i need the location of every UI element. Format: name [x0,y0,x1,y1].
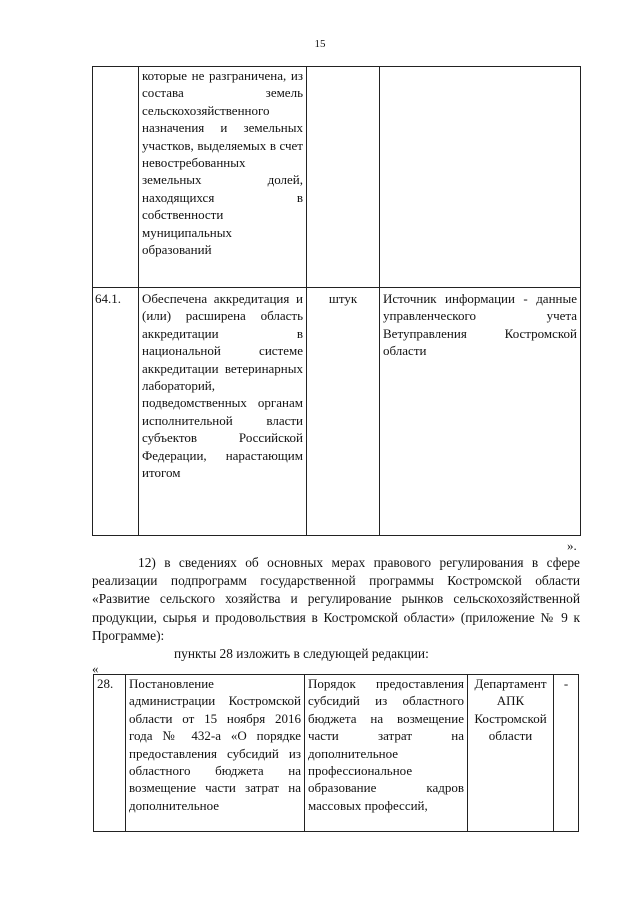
opening-quote: « [92,661,99,676]
executor-cell: Департамент АПК Костромской области [468,675,554,832]
row-number: 28. [94,675,126,832]
indicators-table [92,66,581,536]
indicator-description: которые не разграничена, из состава земель сельскохозяйственного назначения и земельных участков, выделяемых в счет невостребованных земельных долей, находящихся в собственности муниципальных образований [139,67,307,288]
legal-act-cell: Постановление администрации Костромской области от 15 ноября 2016 года № 432-а «О порядке предоставления субсидий из областного бюджета на возмещение части затрат на дополнительное [126,675,305,832]
page-number: 15 [314,38,326,50]
content-cell: Порядок предоставления субсидий из областного бюджета на возмещение части затрат на дополнительное профессиональное образование кадров массовых профессий, [305,675,468,832]
source-cell [380,67,581,288]
paragraph-12: 12) в сведениях об основных мерах правового регулирования в сфере реализации подпрограмм государственной программы Костромской области «Развитие сельского хозяйства и регулирование рынков сельскохозяйственной продукции, сырья и продовольствия в Костромской области» (приложение № 9 к Программе): [92,555,580,643]
table-row [93,288,581,536]
indicator-description: Обеспечена аккредитация и (или) расширена область аккредитации в национальной системе аккредитации ветеринарных лабораторий, подведомственных органам исполнительной власти субъектов Российской Федерации, нарастающим итогом [139,288,307,536]
paragraph-points: пункты 28 изложить в следующей редакции: [174,646,429,661]
row-number: 64.1. [93,288,139,536]
closing-quote: ». [567,538,577,553]
legal-measures-table [93,674,579,832]
table-row [93,67,581,288]
source-cell: Источник информации - данные управленческого учета Ветуправления Костромской области [380,288,581,536]
table-row [94,675,579,832]
row-number [93,67,139,288]
unit-cell: штук [307,288,380,536]
deadline-cell: - [554,675,579,832]
unit-cell [307,67,380,288]
